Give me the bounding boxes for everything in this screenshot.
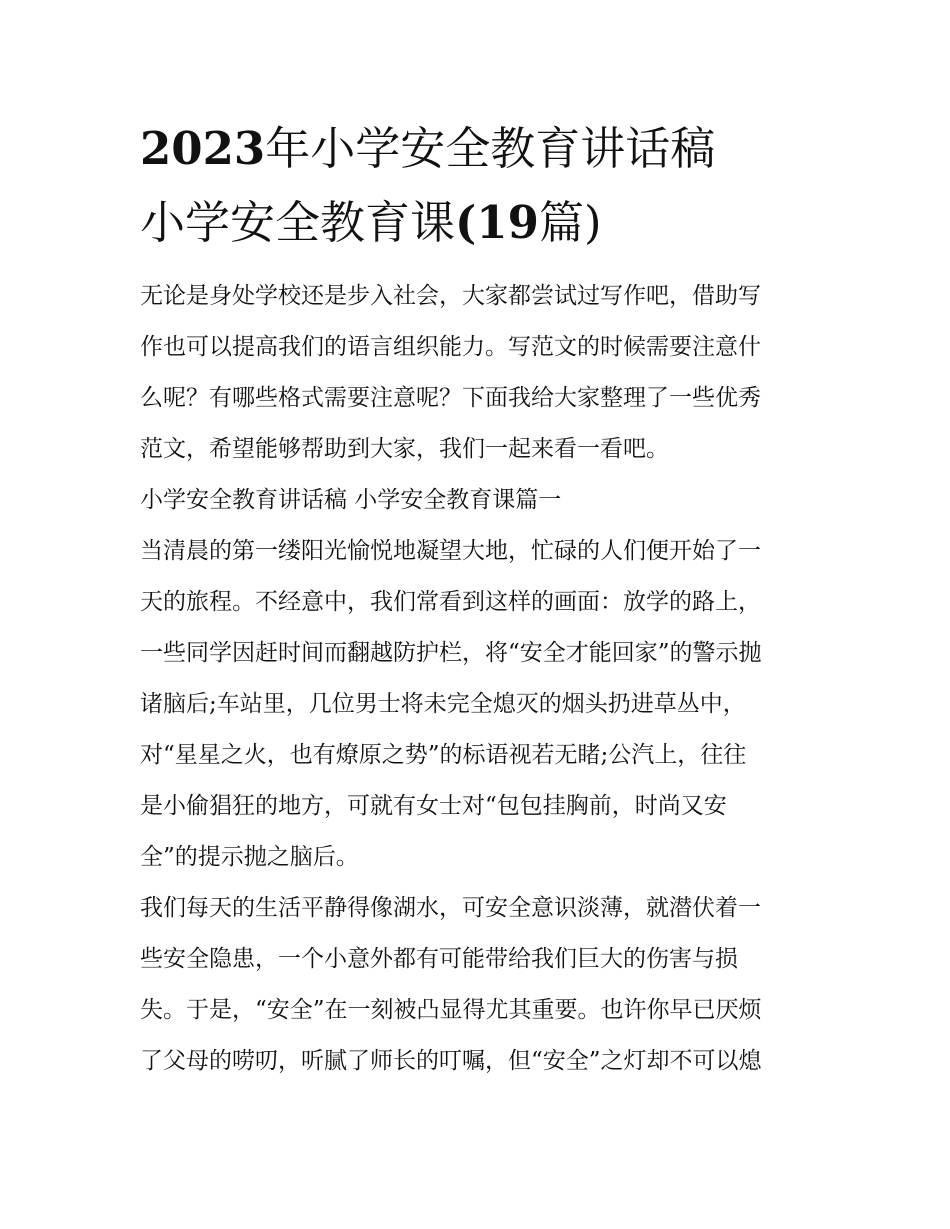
text-line: 一些同学因赶时间而翻越防护栏，将“安全才能回家”的警示抛 (140, 640, 762, 666)
text-line: 是小偷猖狂的地方，可就有女士对“包包挂胸前，时尚又安 (140, 793, 727, 819)
title-count: (19 (455, 196, 539, 249)
document-body (140, 271, 812, 1087)
text-line: 些安全隐患，一个小意外都有可能带给我们巨大的伤害与损 (140, 946, 738, 972)
text-line: 了父母的唠叨，听腻了师长的叮嘱，但“安全”之灯却不可以熄 (140, 1048, 762, 1074)
title-line-2-text: 小学安全教育课 (140, 196, 456, 249)
text-line: 诸脑后;车站里，几位男士将未完全熄灭的烟头扔进草丛中， (140, 691, 746, 717)
text-line: 全”的提示抛之脑后。 (140, 844, 359, 870)
text-line: 无论是身处学校还是步入社会，大家都尝试过写作吧，借助写 (140, 283, 761, 309)
text-line: 失。于是，“安全”在一刻被凸显得尤其重要。也许你早已厌烦 (140, 997, 762, 1023)
text-line: 么呢？有哪些格式需要注意呢？下面我给大家整理了一些优秀 (140, 385, 761, 411)
text-line: 天的旅程。不经意中，我们常看到这样的画面：放学的路上， (140, 589, 761, 615)
title-line-1 (140, 112, 812, 186)
title-year: 2023 (140, 122, 266, 175)
text-line: 范文，希望能够帮助到大家，我们一起来看一看吧。 (140, 436, 669, 462)
document-title (140, 112, 812, 260)
title-line-2-end: 篇) (538, 196, 602, 249)
section-heading: 小学安全教育讲话稿 小学安全教育课篇一 (140, 487, 562, 513)
title-line-1-text: 年小学安全教育讲话稿 (265, 122, 716, 175)
document-content (140, 112, 812, 1087)
text-line: 对“星星之火，也有燎原之势”的标语视若无睹;公汽上，往往 (140, 742, 747, 768)
title-line-2 (140, 186, 812, 260)
text-line: 我们每天的生活平静得像湖水，可安全意识淡薄，就潜伏着一 (140, 895, 761, 921)
text-line: 当清晨的第一缕阳光愉悦地凝望大地，忙碌的人们便开始了一 (140, 538, 761, 564)
text-line: 作也可以提高我们的语言组织能力。写范文的时候需要注意什 (140, 334, 761, 360)
